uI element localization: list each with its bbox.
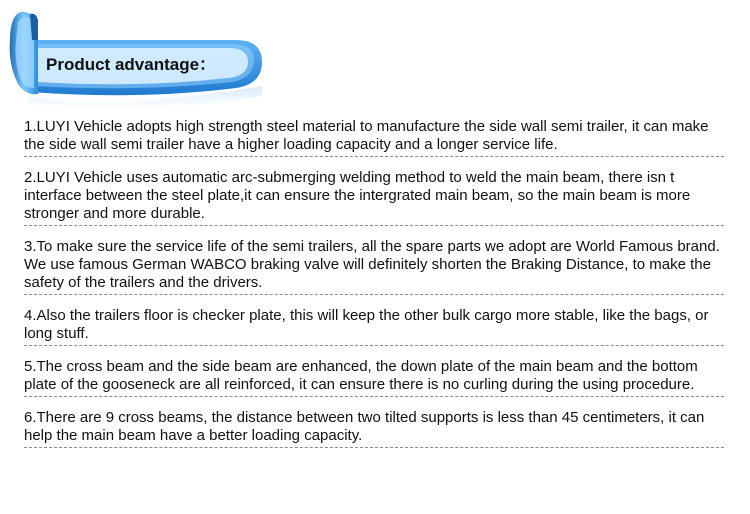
- advantage-item: [24, 405, 724, 448]
- banner-title: Product advantage：: [46, 55, 217, 74]
- advantage-item-text: 1.LUYI Vehicle adopts high strength steel material to manufacture the side wall semi trailer, it can make the side wall semi trailer have a higher loading capacity and a longer service life.: [24, 118, 709, 153]
- advantage-item: [24, 114, 724, 157]
- advantage-item-text: 5.The cross beam and the side beam are enhanced, the down plate of the main beam and the bottom plate of the gooseneck are all reinforced, it can ensure there is no curling during the using procedure.: [24, 358, 698, 393]
- advantage-item-text: 6.There are 9 cross beams, the distance between two tilted supports is less than 45 centimeters, it can help the main beam have a better loading capacity.: [24, 409, 705, 444]
- advantage-item: [24, 354, 724, 397]
- advantage-item: [24, 165, 724, 226]
- product-advantage-banner: [0, 0, 280, 112]
- advantage-item: [24, 234, 724, 295]
- advantage-item-text: 3.To make sure the service life of the semi trailers, all the spare parts we adopt are World Famous brand. We use famous German WABCO braking valve will definitely shorten the Braking Distance, to make the safety of the trailers and the drivers.: [24, 238, 720, 291]
- advantage-item-text: 2.LUYI Vehicle uses automatic arc-submerging welding method to weld the main beam, there isn t interface between the steel plate,it can ensure the intergrated main beam, so the main beam is more stronger and more durable.: [24, 169, 691, 222]
- advantage-list: [24, 114, 724, 456]
- advantage-item: [24, 303, 724, 346]
- advantage-item-text: 4.Also the trailers floor is checker plate, this will keep the other bulk cargo more stable, like the bags, or long stuff.: [24, 307, 709, 342]
